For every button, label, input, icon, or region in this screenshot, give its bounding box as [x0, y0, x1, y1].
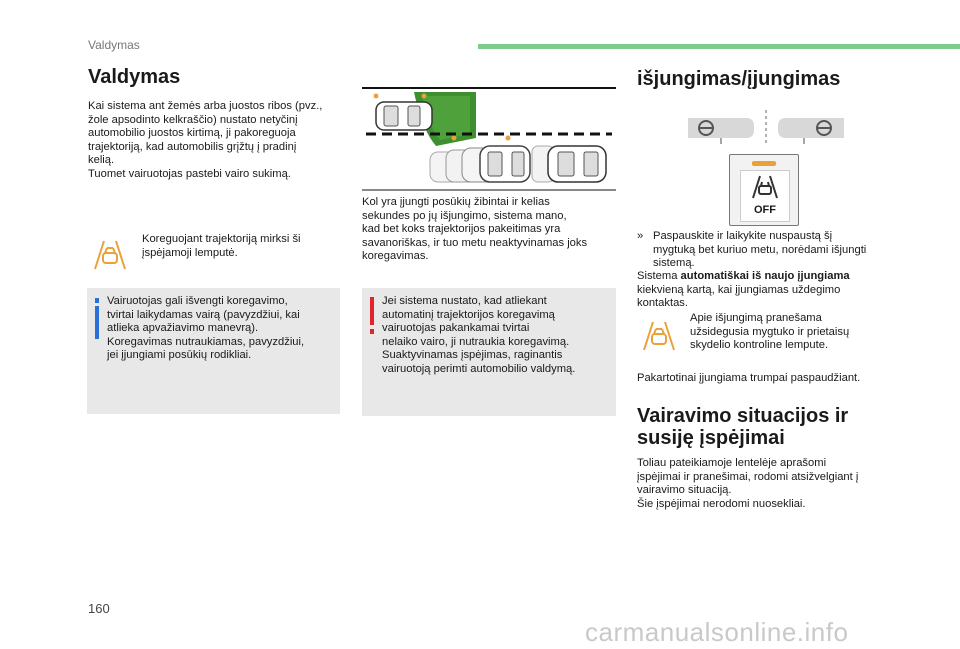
button-face [740, 170, 790, 222]
lane-warning-lamp-icon [92, 239, 128, 271]
header-accent-bar [478, 44, 960, 49]
auto-prefix: Sistema [637, 270, 681, 282]
warning-note [88, 233, 340, 283]
watermark: carmanualsonline.info [585, 617, 849, 647]
situations-paragraph: Toliau pateikiamoje lentelėje aprašomi įspėjimai ir pranešimai, rodomi atsižvelgiant į vairavimo situaciją. Šie įspėjimai nerodomi nuosekliai. [637, 457, 859, 510]
info-icon [95, 298, 99, 340]
situations-title: Vairavimo situacijos ir susiję įspėjimai [637, 405, 849, 449]
lane-off-button[interactable] [729, 154, 799, 226]
bullet-marker: » [637, 230, 644, 242]
off-label: OFF [754, 204, 776, 216]
intro-paragraph: Kai sistema ant žemės arba juostos ribos (pvz., žole apsodinto kelkraščio) nustato netyčinį automobilio juostos kirtimą, ji pakoreguoja trajektoriją, kad automobilis grįžtų į pradinį kelią. Tuomet vairuotojas pastebi vairo sukimą. [88, 100, 323, 180]
button-indicator-lamp [752, 161, 776, 166]
reactivate-text: Pakartotinai įjungiama trumpai paspaudžiant. [637, 372, 861, 384]
alert-box-text: Jei sistema nustato, kad atliekant automatinį trajektorijos koregavimą vairuotojas pakankamai tvirtai nelaiko vairo, ji nutraukia koregavimą. Suaktyvinamas įspėjimas, raginantis vairuotoją perimti automobilio valdymą. [382, 295, 576, 375]
lane-correction-illustration [362, 86, 616, 192]
auto-bold: automatiškai iš naujo įjungiama [680, 270, 850, 282]
indicator-note-text: Apie išjungimą pranešama užsidegusia mygtuko ir prietaisų skydelio kontroline lempute. [690, 312, 850, 352]
section-title-valdymas: Valdymas [88, 66, 181, 88]
running-header: Valdymas [88, 38, 140, 52]
caption-paragraph: Kol yra įjungti posūkių žibintai ir kelias sekundes po jų išjungimo, sistema mano, kad bet koks trajektorijos pakeitimas yra savanoriškas, ir tuo metu neaktyvinamas joks koregavimas. [362, 196, 588, 263]
section-title-on-off: išjungimas/įjungimas [637, 68, 841, 90]
info-box [87, 288, 340, 414]
page-number: 160 [88, 601, 110, 616]
indicator-note [637, 312, 895, 358]
auto-rest: kiekvieną kartą, kai įjungiamas uždegimo kontaktas. [637, 283, 841, 310]
lane-warning-lamp-icon-2 [641, 320, 677, 352]
auto-reactivation-text [637, 270, 895, 311]
alert-box [362, 288, 616, 416]
press-hold-instruction: Paspauskite ir laikykite nuspaustą šį mygtuką bet kuriuo metu, norėdami išjungti sistemą. [653, 230, 867, 270]
exclamation-icon [370, 297, 374, 335]
steering-button-illustration [686, 108, 846, 148]
lane-keeping-icon [751, 174, 779, 200]
info-box-text: Vairuotojas gali išvengti koregavimo, tvirtai laikydamas vairą (pavyzdžiui, kai atlieka apvažiavimo manevrą). Koregavimas nutraukiamas, pavyzdžiui, jei įjungiami posūkių rodikliai. [107, 295, 305, 362]
warning-note-text: Koreguojant trajektoriją mirksi ši įspėjamoji lemputė. [142, 233, 301, 259]
